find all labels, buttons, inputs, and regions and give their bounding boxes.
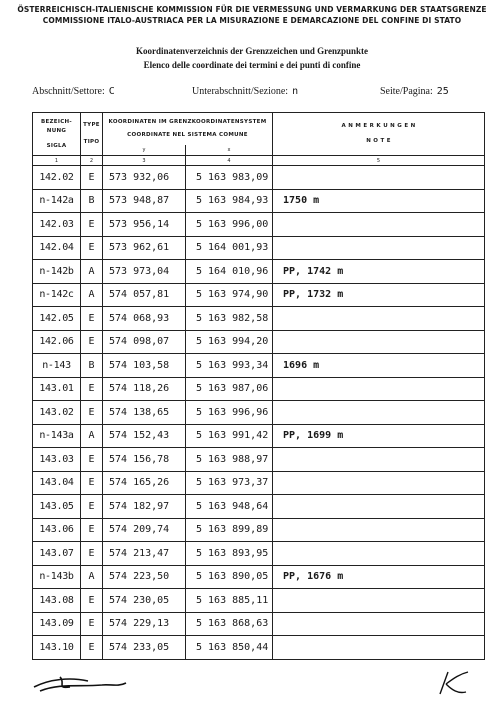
row-y: 574 233,05 (103, 636, 186, 660)
row-note (273, 448, 485, 472)
row-y: 574 213,47 (103, 542, 186, 566)
row-y: 574 223,50 (103, 565, 186, 589)
table-row (33, 542, 485, 566)
section-label: Abschnitt/Settore: (32, 86, 105, 97)
table-row (33, 424, 485, 448)
table-row (33, 260, 485, 284)
col-head-sigla-de2: NUNG (46, 127, 67, 134)
row-tipo: E (81, 236, 103, 260)
table-row (33, 307, 485, 331)
row-tipo: E (81, 377, 103, 401)
table-row (33, 166, 485, 190)
table-row (33, 518, 485, 542)
table-body (33, 166, 485, 660)
row-note (273, 401, 485, 425)
row-y: 574 209,74 (103, 518, 186, 542)
col-head-sigla-de: BEZEICH- (40, 118, 73, 125)
row-note: PP, 1732 m (273, 283, 485, 307)
row-tipo: E (81, 330, 103, 354)
row-note: PP, 1742 m (273, 260, 485, 284)
row-x: 5 164 010,96 (186, 260, 273, 284)
row-sigla: 143.07 (33, 542, 81, 566)
row-y: 573 973,04 (103, 260, 186, 284)
header-line-de: ÖSTERREICHISCH-ITALIENISCHE KOMMISSION FÜR DIE VERMESSUNG UND VERMARKUNG DER STAATSGRENZE (17, 5, 487, 14)
row-y: 574 103,58 (103, 354, 186, 378)
row-tipo: B (81, 354, 103, 378)
subsection-field (192, 86, 298, 97)
row-y: 573 956,14 (103, 213, 186, 237)
col-head-sigla (33, 113, 81, 156)
signature-mark (30, 669, 130, 695)
row-y: 574 156,78 (103, 448, 186, 472)
row-y: 574 165,26 (103, 471, 186, 495)
row-x: 5 163 987,06 (186, 377, 273, 401)
row-x: 5 163 893,95 (186, 542, 273, 566)
table-row (33, 589, 485, 613)
col-head-type-de: TYPE (83, 122, 100, 128)
row-note: 1696 m (273, 354, 485, 378)
col-head-type (81, 113, 103, 156)
row-x: 5 163 982,58 (186, 307, 273, 331)
row-sigla: 143.01 (33, 377, 81, 401)
row-sigla: 142.04 (33, 236, 81, 260)
row-note (273, 213, 485, 237)
row-sigla: n-142c (33, 283, 81, 307)
table-row (33, 471, 485, 495)
row-note: PP, 1699 m (273, 424, 485, 448)
row-note (273, 166, 485, 190)
row-tipo: A (81, 424, 103, 448)
row-x: 5 163 850,44 (186, 636, 273, 660)
row-y: 574 057,81 (103, 283, 186, 307)
col-num-2: 2 (81, 156, 103, 166)
page-value: 25 (436, 86, 449, 97)
row-tipo: A (81, 260, 103, 284)
col-num-1: 1 (33, 156, 81, 166)
row-x: 5 163 996,00 (186, 213, 273, 237)
row-y: 574 152,43 (103, 424, 186, 448)
row-tipo: E (81, 636, 103, 660)
row-x: 5 163 948,64 (186, 495, 273, 519)
row-x: 5 163 991,42 (186, 424, 273, 448)
row-note (273, 330, 485, 354)
row-note: 1750 m (273, 189, 485, 213)
row-tipo: E (81, 471, 103, 495)
coordinates-table (32, 112, 485, 660)
row-sigla: 142.06 (33, 330, 81, 354)
row-tipo: E (81, 401, 103, 425)
table-row (33, 354, 485, 378)
row-sigla: n-143a (33, 424, 81, 448)
header-line-it: COMMISSIONE ITALO-AUSTRIACA PER LA MISURAZIONE E DEMARCAZIONE DEL CONFINE DI STATO (42, 16, 462, 25)
row-sigla: n-142b (33, 260, 81, 284)
row-tipo: A (81, 565, 103, 589)
table-header (33, 113, 485, 166)
row-x: 5 163 994,20 (186, 330, 273, 354)
row-x: 5 163 899,89 (186, 518, 273, 542)
row-sigla: n-143b (33, 565, 81, 589)
row-y: 573 932,06 (103, 166, 186, 190)
row-note (273, 636, 485, 660)
row-sigla: 142.02 (33, 166, 81, 190)
row-note (273, 307, 485, 331)
row-sigla: 143.04 (33, 471, 81, 495)
table-row (33, 636, 485, 660)
row-x: 5 163 993,34 (186, 354, 273, 378)
initial-mark (432, 668, 472, 698)
row-tipo: E (81, 542, 103, 566)
row-y: 574 068,93 (103, 307, 186, 331)
col-head-type-it: TIPO (83, 139, 100, 145)
row-y: 573 962,61 (103, 236, 186, 260)
row-sigla: 143.08 (33, 589, 81, 613)
row-tipo: E (81, 518, 103, 542)
col-head-y: y (103, 145, 186, 155)
table-row (33, 236, 485, 260)
table-row (33, 448, 485, 472)
row-tipo: E (81, 166, 103, 190)
table-row (33, 612, 485, 636)
row-note (273, 518, 485, 542)
row-note (273, 495, 485, 519)
row-sigla: 143.10 (33, 636, 81, 660)
table-row (33, 377, 485, 401)
row-x: 5 163 988,97 (186, 448, 273, 472)
row-y: 573 948,87 (103, 189, 186, 213)
title-de: Koordinatenverzeichnis der Grenzzeichen und Grenzpunkte (136, 46, 368, 56)
row-x: 5 163 868,63 (186, 612, 273, 636)
row-sigla: 143.05 (33, 495, 81, 519)
row-sigla: 143.09 (33, 612, 81, 636)
row-x: 5 163 890,05 (186, 565, 273, 589)
row-tipo: E (81, 307, 103, 331)
col-head-sigla-it: SIGLA (46, 142, 67, 149)
row-x: 5 163 974,90 (186, 283, 273, 307)
subsection-label: Unterabschnitt/Sezione: (192, 86, 289, 97)
table-row (33, 213, 485, 237)
col-num-4: 4 (186, 156, 273, 166)
row-sigla: 142.03 (33, 213, 81, 237)
row-sigla: 143.06 (33, 518, 81, 542)
row-note (273, 612, 485, 636)
table-row (33, 330, 485, 354)
row-sigla: n-143 (33, 354, 81, 378)
subsection-value: n (292, 86, 299, 97)
row-x: 5 163 973,37 (186, 471, 273, 495)
row-note (273, 377, 485, 401)
row-x: 5 163 984,93 (186, 189, 273, 213)
row-x: 5 163 983,09 (186, 166, 273, 190)
row-tipo: E (81, 589, 103, 613)
row-y: 574 229,13 (103, 612, 186, 636)
page-field (380, 86, 449, 97)
row-sigla: 143.02 (33, 401, 81, 425)
row-sigla: 143.03 (33, 448, 81, 472)
col-num-5: 5 (273, 156, 485, 166)
row-x: 5 164 001,93 (186, 236, 273, 260)
row-tipo: E (81, 448, 103, 472)
row-note (273, 236, 485, 260)
row-y: 574 118,26 (103, 377, 186, 401)
row-x: 5 163 885,11 (186, 589, 273, 613)
row-y: 574 138,65 (103, 401, 186, 425)
row-sigla: 142.05 (33, 307, 81, 331)
row-x: 5 163 996,96 (186, 401, 273, 425)
row-y: 574 098,07 (103, 330, 186, 354)
col-head-notes-it: N O T E (366, 138, 391, 144)
row-note (273, 542, 485, 566)
table-row (33, 189, 485, 213)
row-sigla: n-142a (33, 189, 81, 213)
row-tipo: E (81, 495, 103, 519)
col-head-x: x (186, 145, 273, 155)
section-field (32, 86, 115, 97)
row-y: 574 230,05 (103, 589, 186, 613)
row-tipo: A (81, 283, 103, 307)
row-note (273, 471, 485, 495)
col-head-notes (273, 113, 485, 156)
col-head-coords-de: KOORDINATEN IM GRENZKOORDINATENSYSTEM (108, 119, 267, 126)
table-row (33, 401, 485, 425)
row-tipo: B (81, 189, 103, 213)
row-note: PP, 1676 m (273, 565, 485, 589)
row-y: 574 182,97 (103, 495, 186, 519)
col-num-3: 3 (103, 156, 186, 166)
table-row (33, 565, 485, 589)
page-label: Seite/Pagina: (380, 86, 433, 97)
table-row (33, 283, 485, 307)
table-row (33, 495, 485, 519)
col-head-coords-it: COORDINATE NEL SISTEMA COMUNE (127, 132, 248, 139)
title-it: Elenco delle coordinate dei termini e dei punti di confine (143, 60, 361, 70)
row-note (273, 589, 485, 613)
row-tipo: E (81, 612, 103, 636)
section-value: C (108, 86, 115, 97)
row-tipo: E (81, 213, 103, 237)
col-head-notes-de: A N M E R K U N G E N (341, 123, 416, 129)
col-head-coords (103, 113, 273, 146)
